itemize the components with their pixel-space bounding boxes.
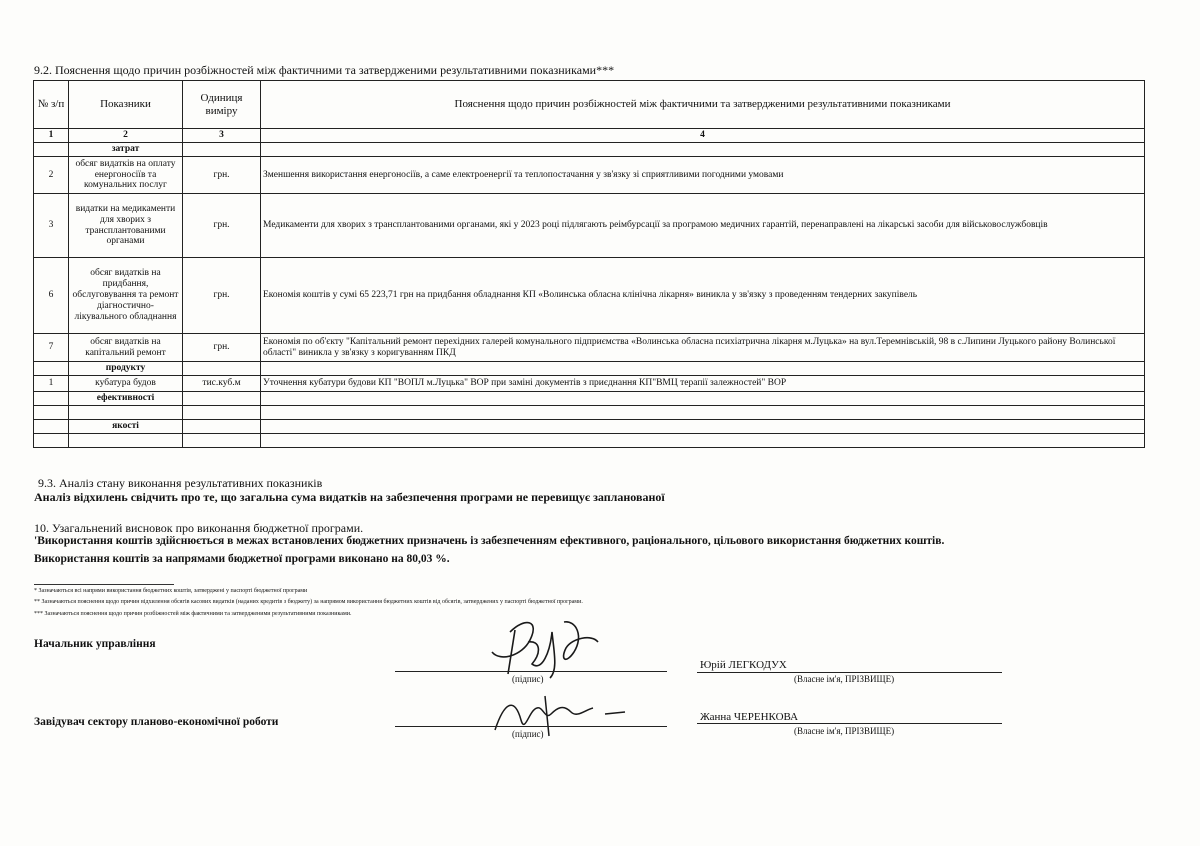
section-10-line1: 'Використання коштів здійснюється в межах встановлених бюджетних призначень із забезпеченням ефективного, раціонального, цільового використання бюджетних коштів.: [34, 535, 945, 547]
header-num: № з/п: [34, 81, 69, 129]
row-indicator: кубатура будов: [69, 376, 183, 392]
row-num: 1: [34, 376, 69, 392]
header-row: [34, 81, 1145, 129]
name-hint-2: (Власне ім'я, ПРІЗВИЩЕ): [794, 726, 895, 736]
header-explanation: Пояснення щодо причин розбіжностей між фактичними та затвердженими результативними показниками: [261, 81, 1145, 129]
row-explanation: Економія коштів у сумі 65 223,71 грн на придбання обладнання КП «Волинська обласна клінічна лікарня» виникла у зв'язку з проведенням тендерних закупівель: [261, 258, 1145, 334]
row-unit: грн.: [183, 258, 261, 334]
row-unit: грн.: [183, 157, 261, 194]
signature-line-2: [395, 726, 667, 727]
group-label: продукту: [69, 362, 183, 376]
group-label: ефективності: [69, 392, 183, 406]
sign-label-2: (підпис): [512, 729, 544, 739]
name-hint-1: (Власне ім'я, ПРІЗВИЩЕ): [794, 674, 895, 684]
row-explanation: Економія по об'єкту "Капітальний ремонт перехідних галерей комунального підприємства «Волинська обласна психіатрична лікарня м.Луцька» на вул.Теремнівській, 98 в с.Липини Луцького району Волинської області" виникла у зв'язку з коригуванням ПКД: [261, 334, 1145, 362]
row-indicator: обсяг видатків на капітальний ремонт: [69, 334, 183, 362]
row-explanation: Зменшення використання енергоносіїв, а саме електроенергії та теплопостачання у зв'язку зі сприятливими погодними умовами: [261, 157, 1145, 194]
group-row-product: [34, 362, 1145, 376]
col-number: 2: [69, 129, 183, 143]
row-explanation: Медикаменти для хворих з трансплантованими органами, які у 2023 році підлягають реімбурсації за програмою медичних гарантій, перенаправлені на лікарські засоби для військовослужбовців: [261, 194, 1145, 258]
table-row: [34, 194, 1145, 258]
signatory-name-2: Жанна ЧЕРЕНКОВА: [700, 711, 799, 723]
signature-2-graphic: [485, 690, 645, 740]
table-row: [34, 376, 1145, 392]
section-10-heading: 10. Узагальнений висновок про виконання бюджетної програми.: [34, 521, 364, 535]
footnote-1: * Зазначаються всі напрями використання бюджетних коштів, затверджені у паспорті бюджетної програми: [34, 588, 308, 594]
signature-1-graphic: [480, 612, 610, 688]
row-indicator: видатки на медикаменти для хворих з трансплантованими органами: [69, 194, 183, 258]
signature-line-1: [395, 671, 667, 672]
footnote-3: *** Зазначаються пояснення щодо причин розбіжностей між фактичними та затвердженими результативними показниками.: [34, 611, 352, 617]
table-row: [34, 334, 1145, 362]
signatory-name-1: Юрій ЛЕГКОДУХ: [700, 659, 787, 671]
name-line-2: [697, 723, 1002, 724]
section-9-2-title: 9.2. Пояснення щодо причин розбіжностей між фактичними та затвердженими результативними показниками***: [34, 63, 615, 77]
empty-row: [34, 406, 1145, 420]
row-num: 2: [34, 157, 69, 194]
name-line-1: [697, 672, 1002, 673]
group-row-quality: [34, 420, 1145, 434]
section-9-3-text: Аналіз відхилень свідчить про те, що загальна сума видатків на забезпечення програми не перевищує запланованої: [34, 490, 665, 504]
sign-label-1: (підпис): [512, 674, 544, 684]
footnote-divider: [34, 584, 174, 585]
group-label: якості: [69, 420, 183, 434]
empty-row: [34, 434, 1145, 448]
section-9-3-heading: 9.3. Аналіз стану виконання результативних показників: [38, 476, 323, 490]
column-number-row: [34, 129, 1145, 143]
col-number: 4: [261, 129, 1145, 143]
discrepancy-table: [33, 80, 1145, 448]
row-unit: тис.куб.м: [183, 376, 261, 392]
col-number: 1: [34, 129, 69, 143]
section-10-line2: Використання коштів за напрямами бюджетної програми виконано на 80,03 %.: [34, 553, 450, 565]
row-unit: грн.: [183, 194, 261, 258]
group-row-efficiency: [34, 392, 1145, 406]
group-label: затрат: [69, 143, 183, 157]
table-row: [34, 157, 1145, 194]
footnote-2: ** Зазначаються пояснення щодо причин відхилення обсягів касових видатків (наданих кредитів з бюджету) за напрямом використання бюджетних коштів від обсягів, затверджених у паспорті бюджетної програми.: [34, 599, 583, 605]
header-unit: Одиниця виміру: [183, 81, 261, 129]
row-explanation: Уточнення кубатури будови КП "ВОПЛ м.Луцька" ВОР при заміні документів з приєднання КП"ВМЦ терапії залежностей" ВОР: [261, 376, 1145, 392]
row-num: 3: [34, 194, 69, 258]
group-row-costs: [34, 143, 1145, 157]
table-row: [34, 258, 1145, 334]
col-number: 3: [183, 129, 261, 143]
signatory-role-2: Завідувач сектору планово-економічної роботи: [34, 716, 279, 728]
row-num: 7: [34, 334, 69, 362]
row-unit: грн.: [183, 334, 261, 362]
row-num: 6: [34, 258, 69, 334]
row-indicator: обсяг видатків на придбання, обслуговування та ремонт діагностично-лікувального обладнання: [69, 258, 183, 334]
row-indicator: обсяг видатків на оплату енергоносіїв та комунальних послуг: [69, 157, 183, 194]
header-indicator: Показники: [69, 81, 183, 129]
signatory-role-1: Начальник управління: [34, 638, 156, 650]
